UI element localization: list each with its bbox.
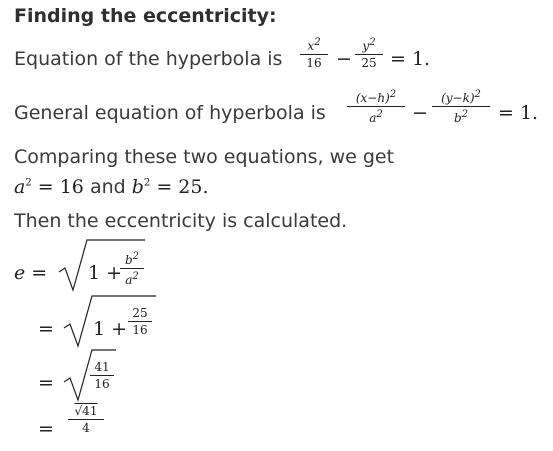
eccentricity-intro: Then the eccentricity is calculated. bbox=[14, 210, 348, 232]
minus-sign: − bbox=[336, 48, 352, 70]
comparing-text: Comparing these two equations, we get bbox=[14, 146, 395, 168]
equals-one: = 1. bbox=[390, 48, 431, 70]
frac-denominator: 16 bbox=[306, 56, 322, 70]
frac-numerator: 25 bbox=[132, 306, 148, 320]
equals-sign: = bbox=[38, 418, 54, 440]
fraction-41-over-16 bbox=[90, 360, 114, 391]
frac-numerator: y bbox=[362, 39, 370, 53]
equals-sign: = bbox=[38, 318, 54, 340]
e-equals-text: e = bbox=[14, 262, 48, 284]
minus-sign: − bbox=[412, 102, 428, 124]
fraction-25-over-16 bbox=[128, 306, 152, 337]
frac-numerator: x bbox=[307, 39, 315, 53]
one-plus: 1 + bbox=[93, 318, 128, 340]
frac-denominator: 16 bbox=[94, 377, 110, 391]
frac-denominator: 25 bbox=[361, 56, 377, 70]
general-equation-label: General equation of hyperbola is bbox=[14, 102, 326, 124]
fraction-yk-over-b2: $(y-k)^2$ $b^2$ bbox=[432, 88, 490, 125]
b2-value: = 25. bbox=[156, 176, 209, 198]
frac-denominator: a bbox=[369, 111, 377, 125]
frac-numerator: (y−k) bbox=[441, 91, 475, 105]
e-equals bbox=[14, 262, 47, 284]
a-b-values: $a^2 = 16$ and $b^2 = 25$. bbox=[14, 176, 209, 198]
and-word: and bbox=[89, 176, 126, 198]
frac-denominator: 4 bbox=[82, 421, 90, 435]
one-plus: 1 + bbox=[88, 262, 123, 284]
fraction-b2-over-a2: $b^2$ $a^2$ bbox=[120, 250, 144, 287]
frac-denominator: a bbox=[125, 273, 133, 287]
frac-numerator: √41 bbox=[74, 404, 98, 418]
section-heading: Finding the eccentricity: bbox=[14, 5, 277, 27]
a2-value: = 16 bbox=[37, 176, 84, 198]
fraction-y2-over-25: $y^2$ 25 bbox=[355, 36, 383, 70]
hyperbola-equation-label: Equation of the hyperbola is bbox=[14, 48, 283, 70]
equals-sign: = bbox=[38, 372, 54, 394]
equals-one: = 1. bbox=[498, 102, 539, 124]
fraction-xh-over-a2: $(x-h)^2$ $a^2$ bbox=[347, 88, 405, 125]
frac-denominator: 16 bbox=[132, 323, 148, 337]
frac-denominator: b bbox=[453, 111, 462, 125]
frac-numerator: 41 bbox=[94, 360, 110, 374]
fraction-x2-over-16: $x^2$ 16 bbox=[300, 36, 328, 70]
frac-numerator: (x−h) bbox=[355, 91, 390, 105]
frac-numerator: b bbox=[124, 253, 133, 267]
fraction-sqrt41-over-4 bbox=[68, 404, 104, 435]
